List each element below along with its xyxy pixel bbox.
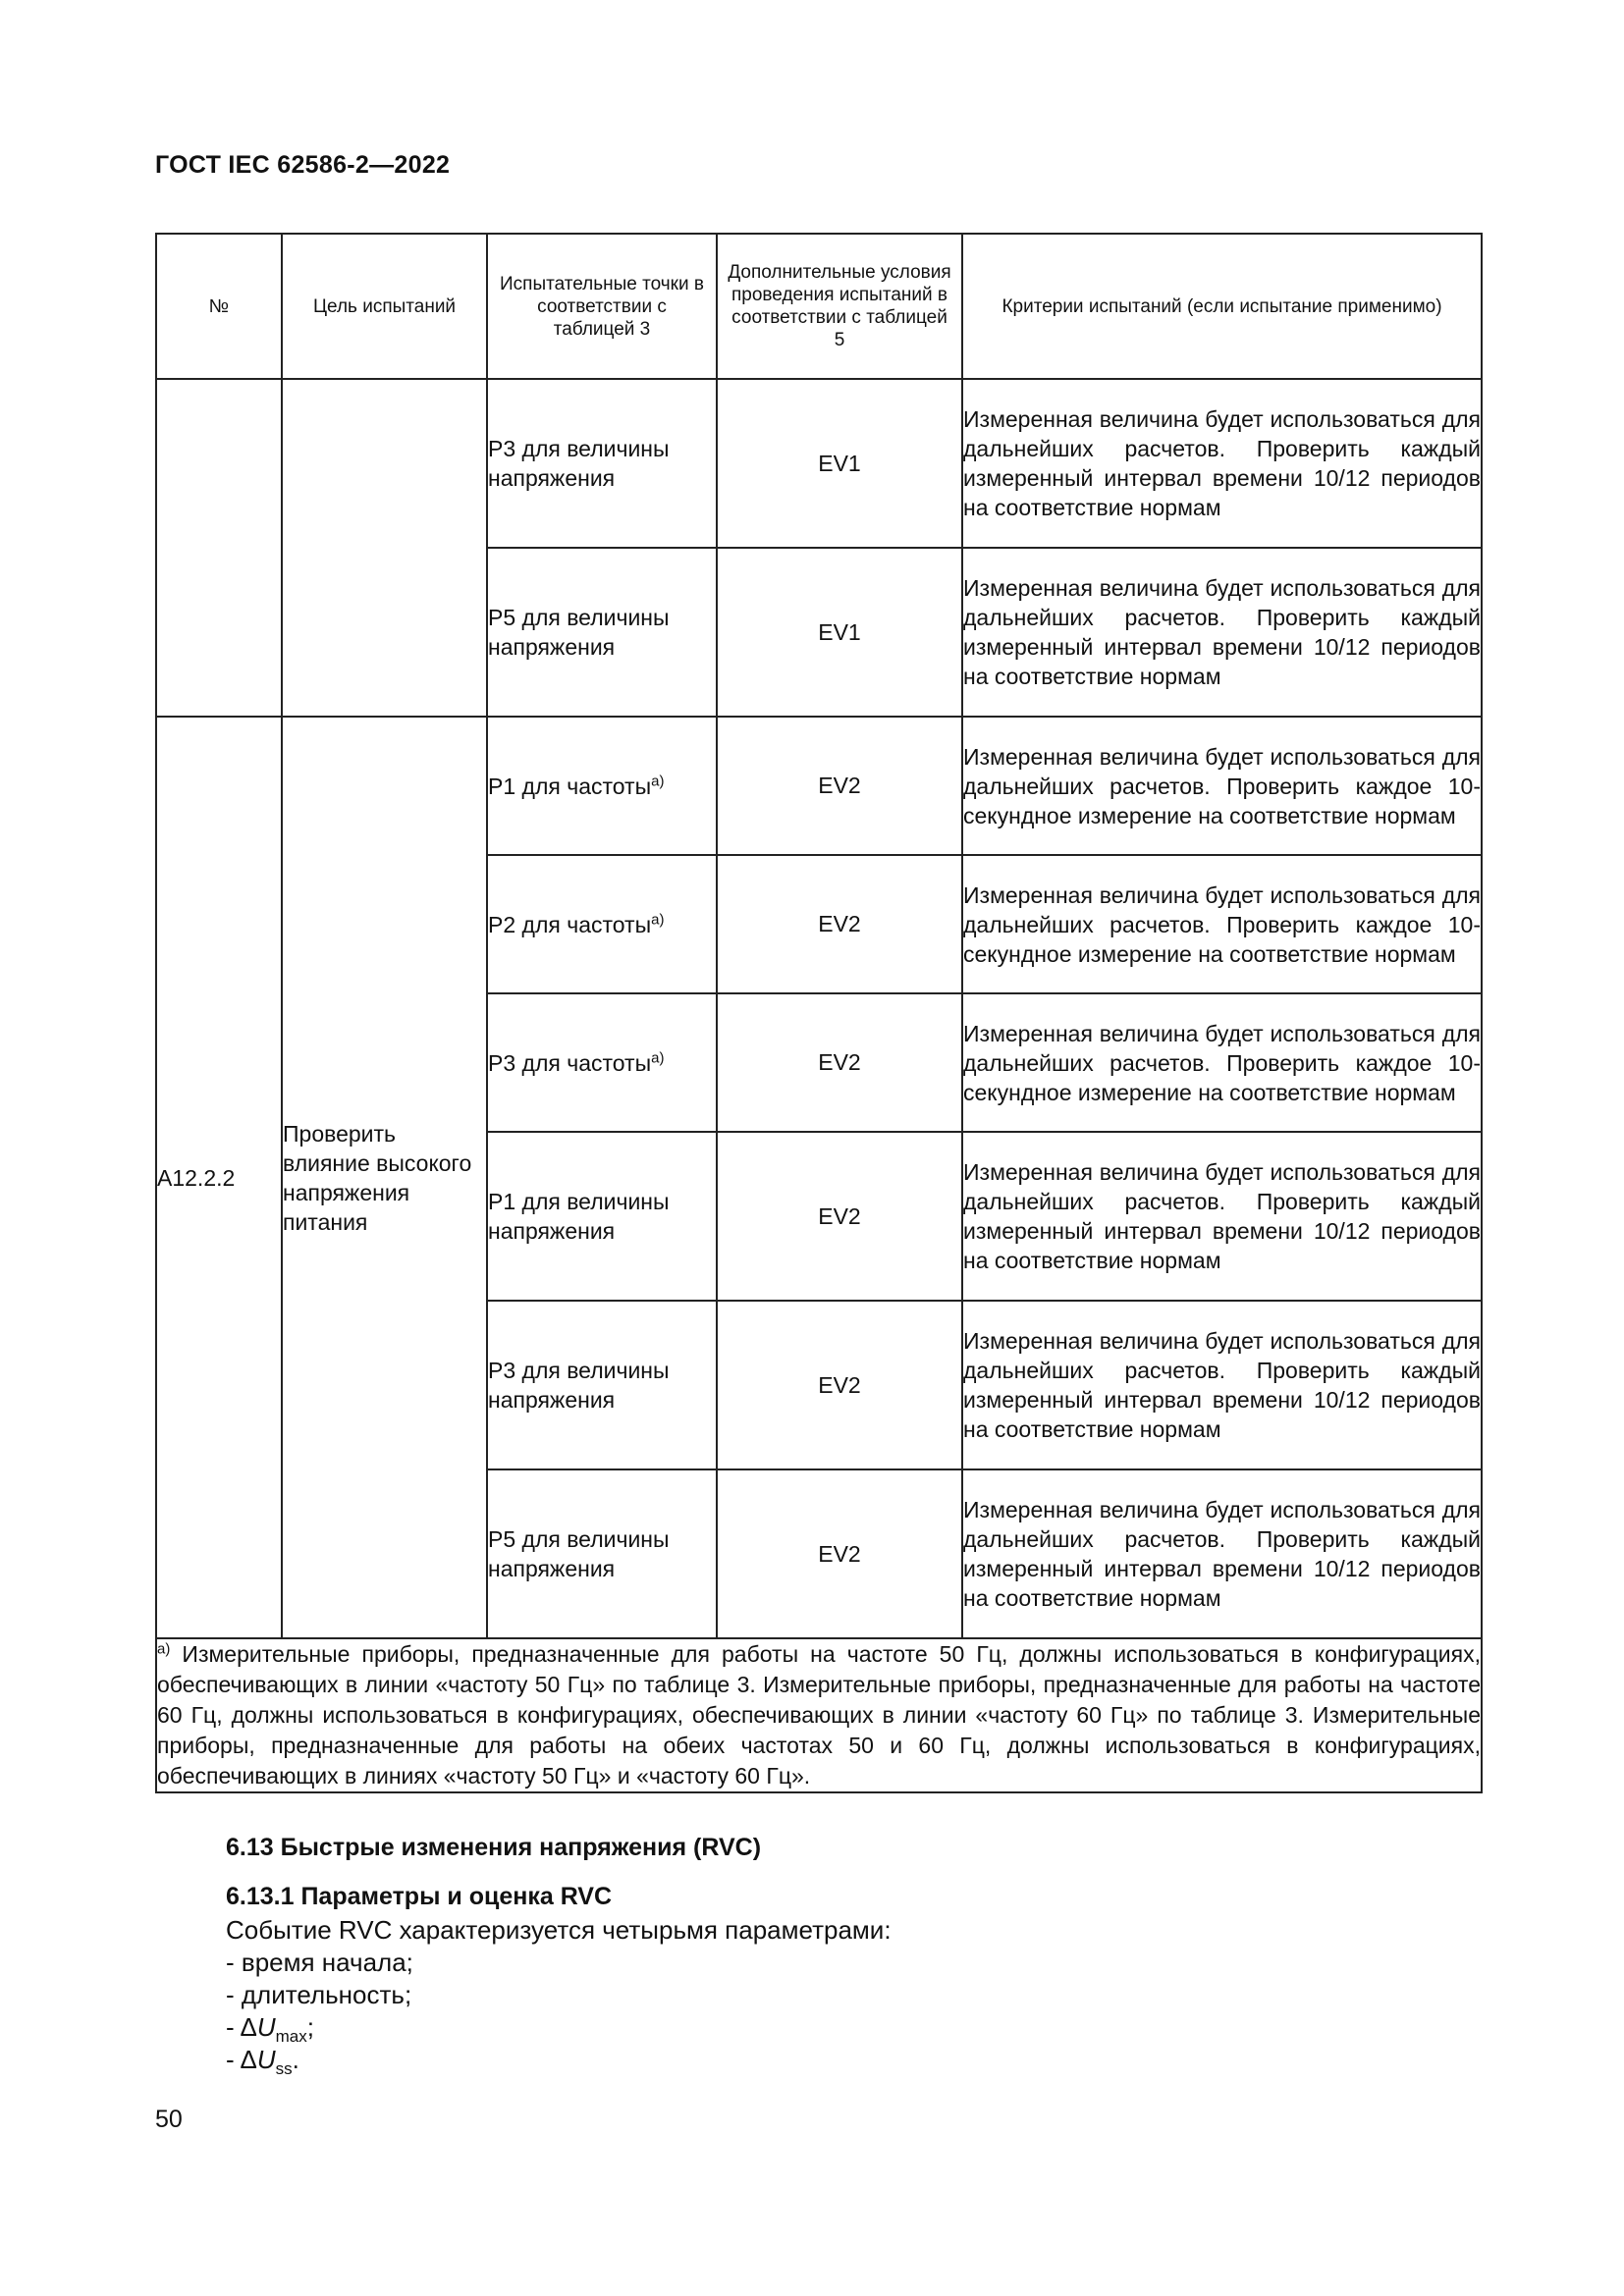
col-header-purpose: Цель испытаний: [282, 234, 487, 379]
col-header-points: Испытательные точки в соответствии с таблицей 3: [487, 234, 717, 379]
param-delta-u-ss: - $\Delta U_{ss}$.: [226, 2045, 299, 2079]
test-condition: EV2: [717, 717, 962, 855]
section-title: 6.13 Быстрые изменения напряжения (RVC): [226, 1834, 762, 1861]
test-condition: EV1: [717, 379, 962, 548]
test-condition: EV1: [717, 548, 962, 717]
param-duration: - длительность;: [226, 1980, 412, 2009]
footnote-ref: a): [651, 910, 665, 928]
footnote-ref: a): [651, 1048, 665, 1066]
test-point: P3 для частоты$^{a)}$: [487, 993, 717, 1132]
test-purpose: Проверить влияние высокого напряжения питания: [282, 717, 487, 1638]
test-number: A12.2.2: [156, 717, 282, 1638]
col-header-number: №: [156, 234, 282, 379]
test-criteria: Измеренная величина будет использоваться для дальнейших расчетов. Проверить каждое 10-секундное измерение на соответствие нормам: [962, 855, 1482, 993]
test-criteria: Измеренная величина будет использоваться для дальнейших расчетов. Проверить каждый измеренный интервал времени 10/12 периодов на соответствие нормам: [962, 1469, 1482, 1638]
test-criteria: Измеренная величина будет использоваться для дальнейших расчетов. Проверить каждый измеренный интервал времени 10/12 периодов на соответствие нормам: [962, 1301, 1482, 1469]
test-table: [155, 233, 1483, 1793]
table-row: [156, 717, 1482, 855]
empty-cell: [156, 379, 282, 717]
footnote-mark: a): [157, 1640, 171, 1658]
col-header-criteria: Критерии испытаний (если испытание применимо): [962, 234, 1482, 379]
table-header-row: [156, 234, 1482, 379]
document-header: ГОСТ IEC 62586-2—2022: [155, 151, 451, 179]
footnote-ref: a): [651, 772, 665, 789]
param-start-time: - время начала;: [226, 1948, 413, 1977]
test-point: P2 для частоты$^{a)}$: [487, 855, 717, 993]
page-number: 50: [155, 2106, 183, 2133]
intro-text: Событие RVC характеризуется четырьмя параметрами:: [226, 1915, 892, 1945]
col-header-conditions: Дополнительные условия проведения испытаний в соответствии с таблицей 5: [717, 234, 962, 379]
test-criteria: Измеренная величина будет использоваться для дальнейших расчетов. Проверить каждый измеренный интервал времени 10/12 периодов на соответствие нормам: [962, 548, 1482, 717]
table-footnote: $^{a)}$ Измерительные приборы, предназначенные для работы на частоте 50 Гц, должны использоваться в конфигурациях, обеспечивающих в линии «частоту 50 Гц» по таблице 3. Измерительные приборы, предназначенные для работы на частоте 60 Гц, должны использоваться в конфигурациях, обеспечивающих в линии «частоту 60 Гц» по таблице 3. Измерительные приборы, предназначенные для работы на обеих частотах 50 и 60 Гц, должны использоваться в конфигурациях, обеспечивающих в линиях «частоту 50 Гц» и «частоту 60 Гц».: [156, 1638, 1482, 1792]
empty-cell: [282, 379, 487, 717]
subsection-title: 6.13.1 Параметры и оценка RVC: [226, 1883, 613, 1910]
test-condition: EV2: [717, 1301, 962, 1469]
table-footnote-row: [156, 1638, 1482, 1792]
param-delta-u-max: - $\Delta U_{max}$;: [226, 2012, 314, 2047]
test-criteria: Измеренная величина будет использоваться для дальнейших расчетов. Проверить каждое 10-секундное измерение на соответствие нормам: [962, 993, 1482, 1132]
test-point: P3 для величины напряжения: [487, 379, 717, 548]
test-point: P5 для величины напряжения: [487, 1469, 717, 1638]
test-condition: EV2: [717, 993, 962, 1132]
test-criteria: Измеренная величина будет использоваться для дальнейших расчетов. Проверить каждый измеренный интервал времени 10/12 периодов на соответствие нормам: [962, 379, 1482, 548]
test-point: P1 для величины напряжения: [487, 1132, 717, 1301]
test-point: P3 для величины напряжения: [487, 1301, 717, 1469]
test-criteria: Измеренная величина будет использоваться для дальнейших расчетов. Проверить каждый измеренный интервал времени 10/12 периодов на соответствие нормам: [962, 1132, 1482, 1301]
test-point: P5 для величины напряжения: [487, 548, 717, 717]
test-condition: EV2: [717, 1132, 962, 1301]
table-row: [156, 379, 1482, 548]
test-condition: EV2: [717, 855, 962, 993]
test-criteria: Измеренная величина будет использоваться для дальнейших расчетов. Проверить каждое 10-секундное измерение на соответствие нормам: [962, 717, 1482, 855]
test-point: P1 для частоты$^{a)}$: [487, 717, 717, 855]
test-condition: EV2: [717, 1469, 962, 1638]
